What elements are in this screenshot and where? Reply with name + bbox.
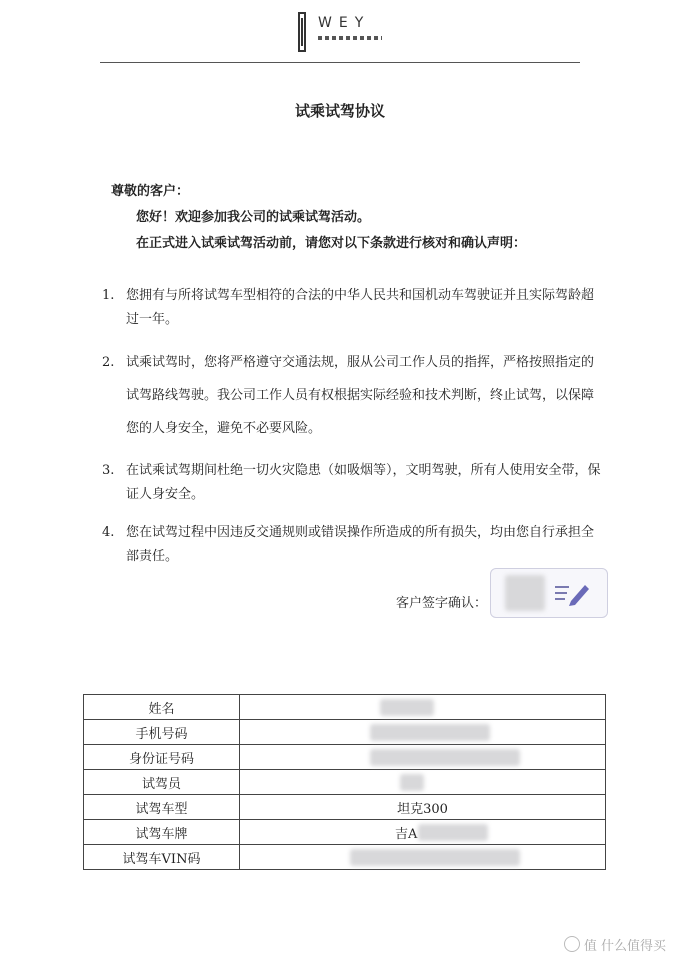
clause-item <box>102 459 602 507</box>
signature-label: 客户签字确认： <box>396 596 488 611</box>
clause-item <box>102 284 602 332</box>
greeting-line-1: 您好！欢迎参加我公司的试乘试驾活动。 <box>136 210 371 225</box>
greeting-line-2: 在正式进入试乘试驾活动前，请您对以下条款进行核对和确认声明： <box>136 236 527 251</box>
clause-number: 4. <box>102 525 115 540</box>
row-value-driver <box>240 770 606 795</box>
row-label-name: 姓名 <box>84 695 240 720</box>
redacted-value <box>400 774 424 791</box>
signature-pen-icon <box>553 579 593 607</box>
clause-text: 您在试驾过程中因违反交通规则或错误操作所造成的所有损失，均由您自行承担全部责任。 <box>126 525 595 564</box>
row-value-plate <box>240 820 606 845</box>
row-value-vin <box>240 845 606 870</box>
clause-text: 您拥有与所将试驾车型相符的合法的中华人民共和国机动车驾驶证并且实际驾龄超过一年。 <box>126 288 595 327</box>
row-label-plate: 试驾车牌 <box>84 820 240 845</box>
brand-name: WEY <box>318 15 371 31</box>
brand-subtitle-graphic <box>318 36 382 40</box>
clause-text: 试乘试驾时，您将严格遵守交通法规，服从公司工作人员的指挥，严格按照指定的试驾路线驾驶。我公司工作人员有权根据实际经验和技术判断，终止试驾，以保障您的人身安全，避免不必要风险。 <box>126 355 595 436</box>
table-row <box>84 795 606 820</box>
watermark-logo-icon <box>564 936 580 952</box>
salutation: 尊敬的客户： <box>111 184 190 199</box>
redacted-signature <box>505 575 545 611</box>
row-label-vin: 试驾车VIN码 <box>84 845 240 870</box>
table-row <box>84 720 606 745</box>
row-value-model: 坦克300 <box>240 795 606 820</box>
row-value-phone <box>240 720 606 745</box>
row-label-model: 试驾车型 <box>84 795 240 820</box>
clause-list <box>102 284 602 583</box>
clause-number: 1. <box>102 288 115 303</box>
test-drive-info-table <box>83 694 606 870</box>
row-value-id-number <box>240 745 606 770</box>
row-label-phone: 手机号码 <box>84 720 240 745</box>
wey-logo <box>292 12 412 58</box>
row-value-name <box>240 695 606 720</box>
redacted-value <box>370 724 490 741</box>
table-row <box>84 845 606 870</box>
clause-text: 在试乘试驾期间杜绝一切火灾隐患（如吸烟等），文明驾驶，所有人使用安全带，保证人身安全。 <box>126 463 601 502</box>
redacted-value <box>380 699 434 716</box>
clause-item <box>102 346 602 445</box>
clause-item <box>102 521 602 569</box>
clause-number: 3. <box>102 463 115 478</box>
wey-logo-mark <box>298 12 306 52</box>
table-row <box>84 770 606 795</box>
row-label-id-number: 身份证号码 <box>84 745 240 770</box>
row-label-driver: 试驾员 <box>84 770 240 795</box>
table-row <box>84 745 606 770</box>
clause-number: 2. <box>102 355 115 370</box>
signature-field[interactable] <box>490 568 608 618</box>
table-row <box>84 820 606 845</box>
watermark <box>564 935 666 954</box>
table-row <box>84 695 606 720</box>
redacted-value <box>350 849 520 866</box>
plate-prefix: 吉A <box>395 826 418 842</box>
watermark-text: 值 什么值得买 <box>583 939 666 954</box>
redacted-value <box>370 749 520 766</box>
document-title: 试乘试驾协议 <box>294 102 385 120</box>
redacted-value <box>418 824 488 841</box>
header-divider <box>100 62 580 63</box>
